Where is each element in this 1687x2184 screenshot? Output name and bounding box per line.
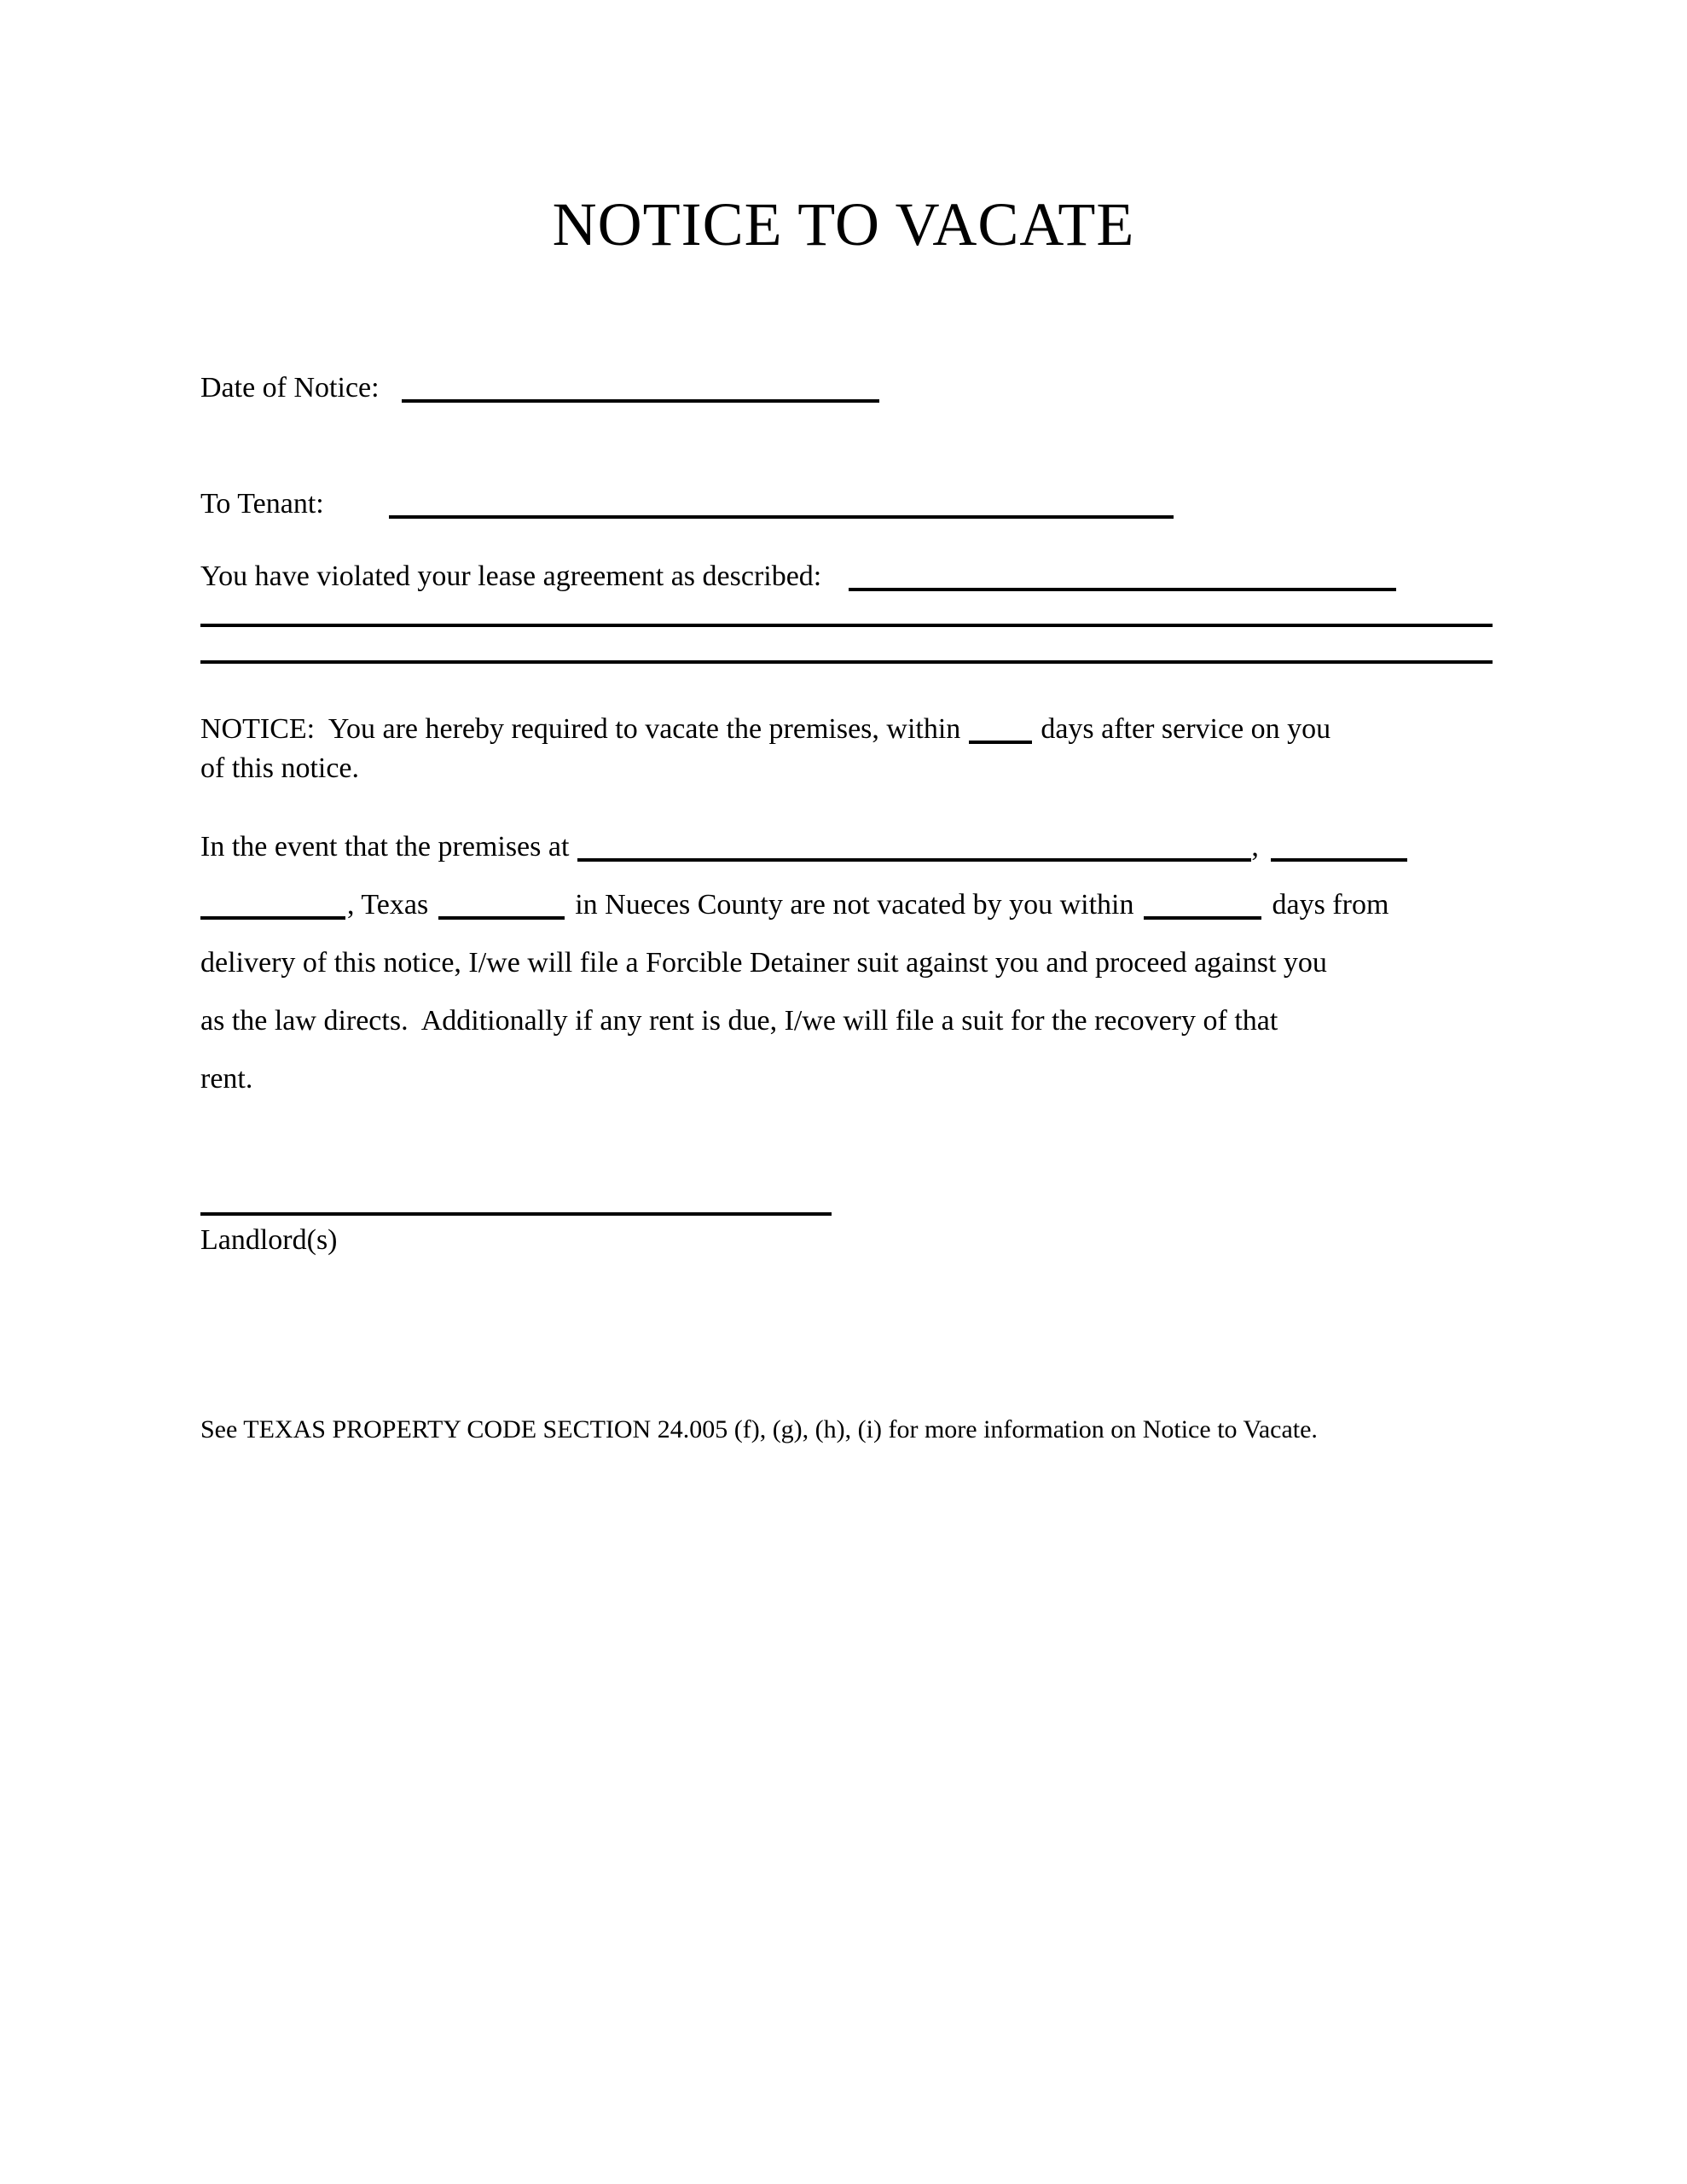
- to-tenant-row: [200, 485, 1493, 523]
- date-of-notice-row: [200, 369, 1493, 407]
- city-blank: [1271, 857, 1407, 862]
- notice-days-blank: [969, 740, 1032, 744]
- event-text-line4: as the law directs. Additionally if any rent is due, I/we will file a suit for the recovery of that: [200, 1005, 1278, 1037]
- violation-writing-line-1: [200, 624, 1493, 627]
- event-text-days-from: days from: [1272, 889, 1389, 921]
- event-text-texas: , Texas: [347, 889, 429, 921]
- event-paragraph: [200, 818, 1493, 1108]
- zip-blank: [438, 915, 565, 920]
- notice-paragraph: [200, 710, 1493, 788]
- violation-label: You have violated your lease agreement as described:: [200, 561, 822, 592]
- address-blank: [577, 857, 1251, 862]
- to-tenant-label: To Tenant:: [200, 488, 324, 520]
- event-text-premises: In the event that the premises at: [200, 831, 570, 863]
- date-of-notice-label: Date of Notice:: [200, 372, 380, 404]
- violation-blank: [849, 587, 1396, 591]
- violation-row: [200, 558, 1493, 595]
- footer-note: See TEXAS PROPERTY CODE SECTION 24.005 (f), (g), (h), (i) for more information on Notice to Vacate.: [200, 1415, 1318, 1443]
- date-of-notice-blank: [402, 398, 879, 403]
- notice-text-after-days: days after service on you: [1041, 713, 1331, 745]
- notice-text-before-days: NOTICE: You are hereby required to vacate the premises, within: [200, 713, 961, 745]
- notice-text-line2: of this notice.: [200, 752, 360, 784]
- to-tenant-blank: [389, 514, 1174, 519]
- vacate-days-blank: [1144, 915, 1261, 920]
- document-title: NOTICE TO VACATE: [552, 190, 1135, 258]
- event-text-line5: rent.: [200, 1063, 253, 1095]
- event-text-line3: delivery of this notice, I/we will file a Forcible Detainer suit against you and proceed against you: [200, 947, 1327, 979]
- event-text-county: in Nueces County are not vacated by you within: [575, 889, 1134, 921]
- city-blank-continued: [200, 915, 345, 920]
- landlord-label: Landlord(s): [200, 1224, 338, 1256]
- landlord-row: [200, 1222, 1493, 1259]
- event-comma: ,: [1251, 831, 1259, 863]
- footer-row: [200, 1413, 1493, 1447]
- violation-writing-line-2: [200, 660, 1493, 664]
- landlord-signature-line: [200, 1212, 832, 1216]
